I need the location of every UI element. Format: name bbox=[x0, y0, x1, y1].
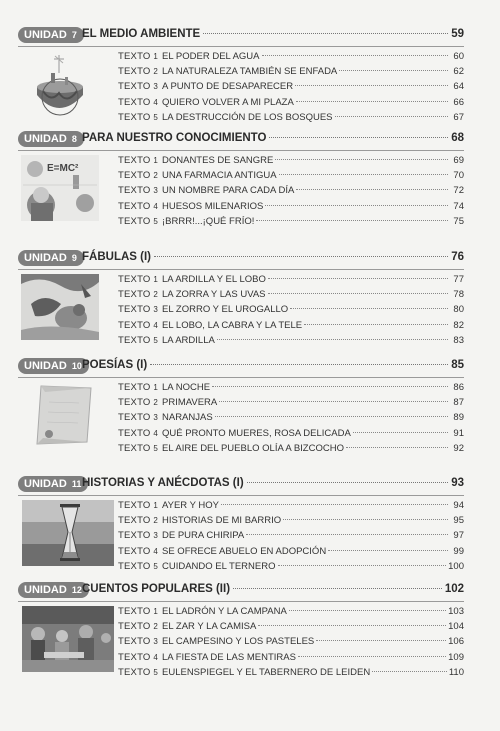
text-page-number: 100 bbox=[448, 560, 464, 572]
unit-badge: UNIDAD 11 bbox=[18, 476, 88, 492]
unit-8-section bbox=[18, 130, 464, 227]
dot-leader bbox=[346, 447, 448, 448]
text-page-number: 64 bbox=[453, 81, 464, 93]
text-title: ¡BRRR!...¡QUÉ FRÍO! bbox=[162, 215, 255, 227]
text-title: EL AIRE DEL PUEBLO OLÍA A BIZCOCHO bbox=[162, 442, 344, 454]
text-page-number: 109 bbox=[448, 651, 464, 663]
unit-10-illustration-parchment bbox=[21, 382, 99, 448]
text-title: QUÉ PRONTO MUERES, ROSA DELICADA bbox=[162, 427, 351, 439]
dot-leader bbox=[290, 308, 448, 309]
unit-page-number: 85 bbox=[451, 359, 464, 371]
text-page-number: 74 bbox=[453, 200, 464, 212]
text-entry[interactable]: TEXTO 1 LA ARDILLA Y EL LOBO 77 bbox=[118, 274, 464, 285]
unit-title-row[interactable] bbox=[82, 250, 464, 265]
text-page-number: 69 bbox=[453, 155, 464, 166]
dot-leader bbox=[283, 519, 448, 520]
text-title: UNA FARMACIA ANTIGUA bbox=[162, 170, 277, 182]
text-title: A PUNTO DE DESAPARECER bbox=[162, 81, 294, 93]
text-page-number: 104 bbox=[448, 621, 464, 633]
unit-10-section bbox=[18, 357, 464, 454]
dot-leader bbox=[279, 174, 448, 175]
text-entry[interactable]: TEXTO 3 UN NOMBRE PARA CADA DÍA 72 bbox=[118, 185, 464, 197]
unit-title-row[interactable] bbox=[82, 476, 464, 491]
dot-leader bbox=[372, 671, 447, 672]
text-entry[interactable]: TEXTO 5 EL AIRE DEL PUEBLO OLÍA A BIZCOCHO 92 bbox=[118, 442, 464, 454]
text-page-number: 110 bbox=[448, 666, 464, 678]
text-page-number: 92 bbox=[453, 442, 464, 454]
dot-leader bbox=[219, 401, 448, 402]
unit-title-row[interactable] bbox=[82, 131, 464, 146]
unit-header bbox=[18, 581, 464, 601]
text-title: SE OFRECE ABUELO EN ADOPCIÓN bbox=[162, 545, 327, 557]
text-title: EULENSPIEGEL Y EL TABERNERO DE LEIDEN bbox=[162, 666, 371, 678]
text-page-number: 103 bbox=[448, 606, 464, 617]
dot-leader bbox=[262, 55, 449, 56]
unit-title: PARA NUESTRO CONOCIMIENTO bbox=[82, 132, 267, 144]
text-page-number: 62 bbox=[453, 66, 464, 78]
unit-11-illustration-hourglass bbox=[22, 500, 114, 566]
dot-leader bbox=[221, 504, 448, 505]
text-page-number: 75 bbox=[453, 215, 464, 227]
text-entry[interactable]: TEXTO 5 CUIDANDO EL TERNERO 100 bbox=[118, 560, 464, 572]
text-entry[interactable]: TEXTO 5 EULENSPIEGEL Y EL TABERNERO DE LEIDEN 110 bbox=[118, 666, 464, 678]
text-page-number: 86 bbox=[453, 382, 464, 393]
dot-leader bbox=[233, 588, 442, 589]
unit-title: EL MEDIO AMBIENTE bbox=[82, 28, 201, 40]
unit-page-number: 59 bbox=[451, 28, 464, 40]
unit-9-illustration-fable-animals bbox=[21, 274, 99, 340]
text-list bbox=[118, 604, 464, 680]
unit-12-section bbox=[18, 581, 464, 678]
text-title: LA ARDILLA Y EL LOBO bbox=[162, 274, 266, 285]
text-title: LA ZORRA Y LAS UVAS bbox=[162, 289, 266, 301]
unit-page-number: 102 bbox=[444, 583, 464, 595]
dot-leader bbox=[275, 159, 448, 160]
text-page-number: 83 bbox=[453, 334, 464, 346]
divider bbox=[18, 46, 464, 47]
dot-leader bbox=[265, 205, 448, 206]
dot-leader bbox=[289, 610, 446, 611]
dot-leader bbox=[215, 416, 448, 417]
text-title: EL LADRÓN Y LA CAMPANA bbox=[162, 606, 287, 617]
unit-header bbox=[18, 357, 464, 377]
text-entry[interactable]: TEXTO 5 LA ARDILLA 83 bbox=[118, 334, 464, 346]
dot-leader bbox=[212, 386, 448, 387]
text-title: LA ARDILLA bbox=[162, 334, 215, 346]
dot-leader bbox=[203, 33, 448, 34]
text-entry[interactable]: TEXTO 1 EL LADRÓN Y LA CAMPANA 103 bbox=[118, 606, 464, 617]
unit-title: HISTORIAS Y ANÉCDOTAS (I) bbox=[82, 477, 244, 489]
unit-badge: UNIDAD 8 bbox=[18, 131, 84, 147]
text-page-number: 67 bbox=[453, 111, 464, 123]
unit-header bbox=[18, 249, 464, 269]
unit-title-row[interactable] bbox=[82, 27, 464, 42]
text-entry[interactable]: TEXTO 5 LA DESTRUCCIÓN DE LOS BOSQUES 67 bbox=[118, 111, 464, 123]
unit-badge: UNIDAD 9 bbox=[18, 250, 84, 266]
dot-leader bbox=[339, 70, 448, 71]
text-title: AYER Y HOY bbox=[162, 500, 220, 511]
unit-title: CUENTOS POPULARES (II) bbox=[82, 583, 231, 595]
text-entry[interactable]: TEXTO 4 SE OFRECE ABUELO EN ADOPCIÓN 99 bbox=[118, 545, 464, 557]
text-title: QUIERO VOLVER A MI PLAZA bbox=[162, 96, 294, 108]
dot-leader bbox=[353, 432, 448, 433]
text-title: LA FIESTA DE LAS MENTIRAS bbox=[162, 651, 296, 663]
text-title: EL CAMPESINO Y LOS PASTELES bbox=[162, 636, 315, 648]
text-entry[interactable]: TEXTO 4 QUIERO VOLVER A MI PLAZA 66 bbox=[118, 96, 464, 108]
dot-leader bbox=[296, 101, 448, 102]
unit-page-number: 93 bbox=[451, 477, 464, 489]
unit-badge: UNIDAD 12 bbox=[18, 582, 89, 598]
dot-leader bbox=[150, 364, 448, 365]
text-entry[interactable]: TEXTO 2 UNA FARMACIA ANTIGUA 70 bbox=[118, 170, 464, 182]
text-entry[interactable]: TEXTO 1 LA NOCHE 86 bbox=[118, 382, 464, 393]
text-title: EL LOBO, LA CABRA Y LA TELE bbox=[162, 319, 303, 331]
text-title: HISTORIAS DE MI BARRIO bbox=[162, 515, 282, 527]
text-entry[interactable]: TEXTO 3 EL ZORRO Y EL UROGALLO 80 bbox=[118, 304, 464, 316]
divider bbox=[18, 601, 464, 602]
unit-header bbox=[18, 26, 464, 46]
text-title: EL PODER DEL AGUA bbox=[162, 51, 260, 62]
text-title: DE PURA CHIRIPA bbox=[162, 530, 245, 542]
text-title: LA NATURALEZA TAMBIÉN SE ENFADA bbox=[162, 66, 338, 78]
text-entry[interactable]: TEXTO 2 LA ZORRA Y LAS UVAS 78 bbox=[118, 289, 464, 301]
text-entry[interactable]: TEXTO 2 HISTORIAS DE MI BARRIO 95 bbox=[118, 515, 464, 527]
text-title: DONANTES DE SANGRE bbox=[162, 155, 274, 166]
text-page-number: 60 bbox=[453, 51, 464, 62]
dot-leader bbox=[278, 565, 447, 566]
text-title: LA DESTRUCCIÓN DE LOS BOSQUES bbox=[162, 111, 333, 123]
divider bbox=[18, 495, 464, 496]
text-title: EL ZAR Y LA CAMISA bbox=[162, 621, 257, 633]
unit-page-number: 68 bbox=[451, 132, 464, 144]
dot-leader bbox=[269, 137, 448, 138]
unit-title-row[interactable] bbox=[82, 358, 464, 373]
dot-leader bbox=[316, 640, 446, 641]
text-page-number: 72 bbox=[453, 185, 464, 197]
text-list bbox=[118, 153, 464, 229]
text-list bbox=[118, 49, 464, 125]
text-title: HUESOS MILENARIOS bbox=[162, 200, 264, 212]
dot-leader bbox=[335, 116, 448, 117]
text-title: NARANJAS bbox=[162, 412, 213, 424]
dot-leader bbox=[298, 656, 446, 657]
divider bbox=[18, 377, 464, 378]
text-page-number: 89 bbox=[453, 412, 464, 424]
text-list bbox=[118, 272, 464, 348]
dot-leader bbox=[247, 482, 449, 483]
text-page-number: 87 bbox=[453, 397, 464, 409]
text-title: CUIDANDO EL TERNERO bbox=[162, 560, 276, 572]
unit-header bbox=[18, 130, 464, 150]
text-page-number: 77 bbox=[453, 274, 464, 285]
unit-9-section bbox=[18, 249, 464, 346]
text-entry[interactable]: TEXTO 1 AYER Y HOY 94 bbox=[118, 500, 464, 511]
text-entry[interactable]: TEXTO 3 EL CAMPESINO Y LOS PASTELES 106 bbox=[118, 636, 464, 648]
dot-leader bbox=[296, 189, 448, 190]
text-entry[interactable]: TEXTO 3 NARANJAS 89 bbox=[118, 412, 464, 424]
text-page-number: 82 bbox=[453, 319, 464, 331]
unit-7-illustration-earth-water bbox=[21, 51, 99, 117]
text-entry[interactable]: TEXTO 1 DONANTES DE SANGRE 69 bbox=[118, 155, 464, 166]
text-page-number: 97 bbox=[453, 530, 464, 542]
text-entry[interactable]: TEXTO 4 QUÉ PRONTO MUERES, ROSA DELICADA 91 bbox=[118, 427, 464, 439]
text-page-number: 95 bbox=[453, 515, 464, 527]
dot-leader bbox=[295, 85, 448, 86]
unit-7-section bbox=[18, 26, 464, 123]
unit-title: FÁBULAS (I) bbox=[82, 251, 151, 263]
dot-leader bbox=[246, 534, 448, 535]
unit-title-row[interactable] bbox=[82, 582, 464, 597]
text-entry[interactable]: TEXTO 3 DE PURA CHIRIPA 97 bbox=[118, 530, 464, 542]
unit-header bbox=[18, 475, 464, 495]
dot-leader bbox=[304, 324, 448, 325]
unit-badge: UNIDAD 10 bbox=[18, 358, 89, 374]
dot-leader bbox=[217, 339, 448, 340]
text-page-number: 78 bbox=[453, 289, 464, 301]
text-entry[interactable]: TEXTO 2 PRIMAVERA 87 bbox=[118, 397, 464, 409]
unit-title: POESÍAS (I) bbox=[82, 359, 148, 371]
unit-8-illustration-science-child bbox=[21, 155, 99, 221]
text-entry[interactable]: TEXTO 3 A PUNTO DE DESAPARECER 64 bbox=[118, 81, 464, 93]
dot-leader bbox=[256, 220, 448, 221]
dot-leader bbox=[268, 278, 448, 279]
divider bbox=[18, 150, 464, 151]
text-page-number: 80 bbox=[453, 304, 464, 316]
dot-leader bbox=[258, 625, 446, 626]
text-list bbox=[118, 380, 464, 456]
text-page-number: 66 bbox=[453, 96, 464, 108]
text-entry[interactable]: TEXTO 2 LA NATURALEZA TAMBIÉN SE ENFADA 62 bbox=[118, 66, 464, 78]
text-page-number: 106 bbox=[448, 636, 464, 648]
text-entry[interactable]: TEXTO 5 ¡BRRR!...¡QUÉ FRÍO! 75 bbox=[118, 215, 464, 227]
dot-leader bbox=[328, 550, 448, 551]
text-title: LA NOCHE bbox=[162, 382, 211, 393]
text-title: EL ZORRO Y EL UROGALLO bbox=[162, 304, 289, 316]
text-entry[interactable]: TEXTO 2 EL ZAR Y LA CAMISA 104 bbox=[118, 621, 464, 633]
text-entry[interactable]: TEXTO 4 EL LOBO, LA CABRA Y LA TELE 82 bbox=[118, 319, 464, 331]
formula-text: E=MC² bbox=[47, 163, 79, 174]
unit-page-number: 76 bbox=[451, 251, 464, 263]
unit-badge: UNIDAD 7 bbox=[18, 27, 84, 43]
text-page-number: 91 bbox=[453, 427, 464, 439]
text-title: PRIMAVERA bbox=[162, 397, 218, 409]
text-page-number: 70 bbox=[453, 170, 464, 182]
text-list bbox=[118, 498, 464, 574]
text-page-number: 99 bbox=[453, 545, 464, 557]
unit-11-section bbox=[18, 475, 464, 572]
text-title: UN NOMBRE PARA CADA DÍA bbox=[162, 185, 295, 197]
text-entry[interactable]: TEXTO 1 EL PODER DEL AGUA 60 bbox=[118, 51, 464, 62]
dot-leader bbox=[154, 256, 448, 257]
unit-12-illustration-folk-scene bbox=[22, 606, 114, 672]
text-entry[interactable]: TEXTO 4 LA FIESTA DE LAS MENTIRAS 109 bbox=[118, 651, 464, 663]
divider bbox=[18, 269, 464, 270]
dot-leader bbox=[268, 293, 449, 294]
text-page-number: 94 bbox=[453, 500, 464, 511]
text-entry[interactable]: TEXTO 4 HUESOS MILENARIOS 74 bbox=[118, 200, 464, 212]
